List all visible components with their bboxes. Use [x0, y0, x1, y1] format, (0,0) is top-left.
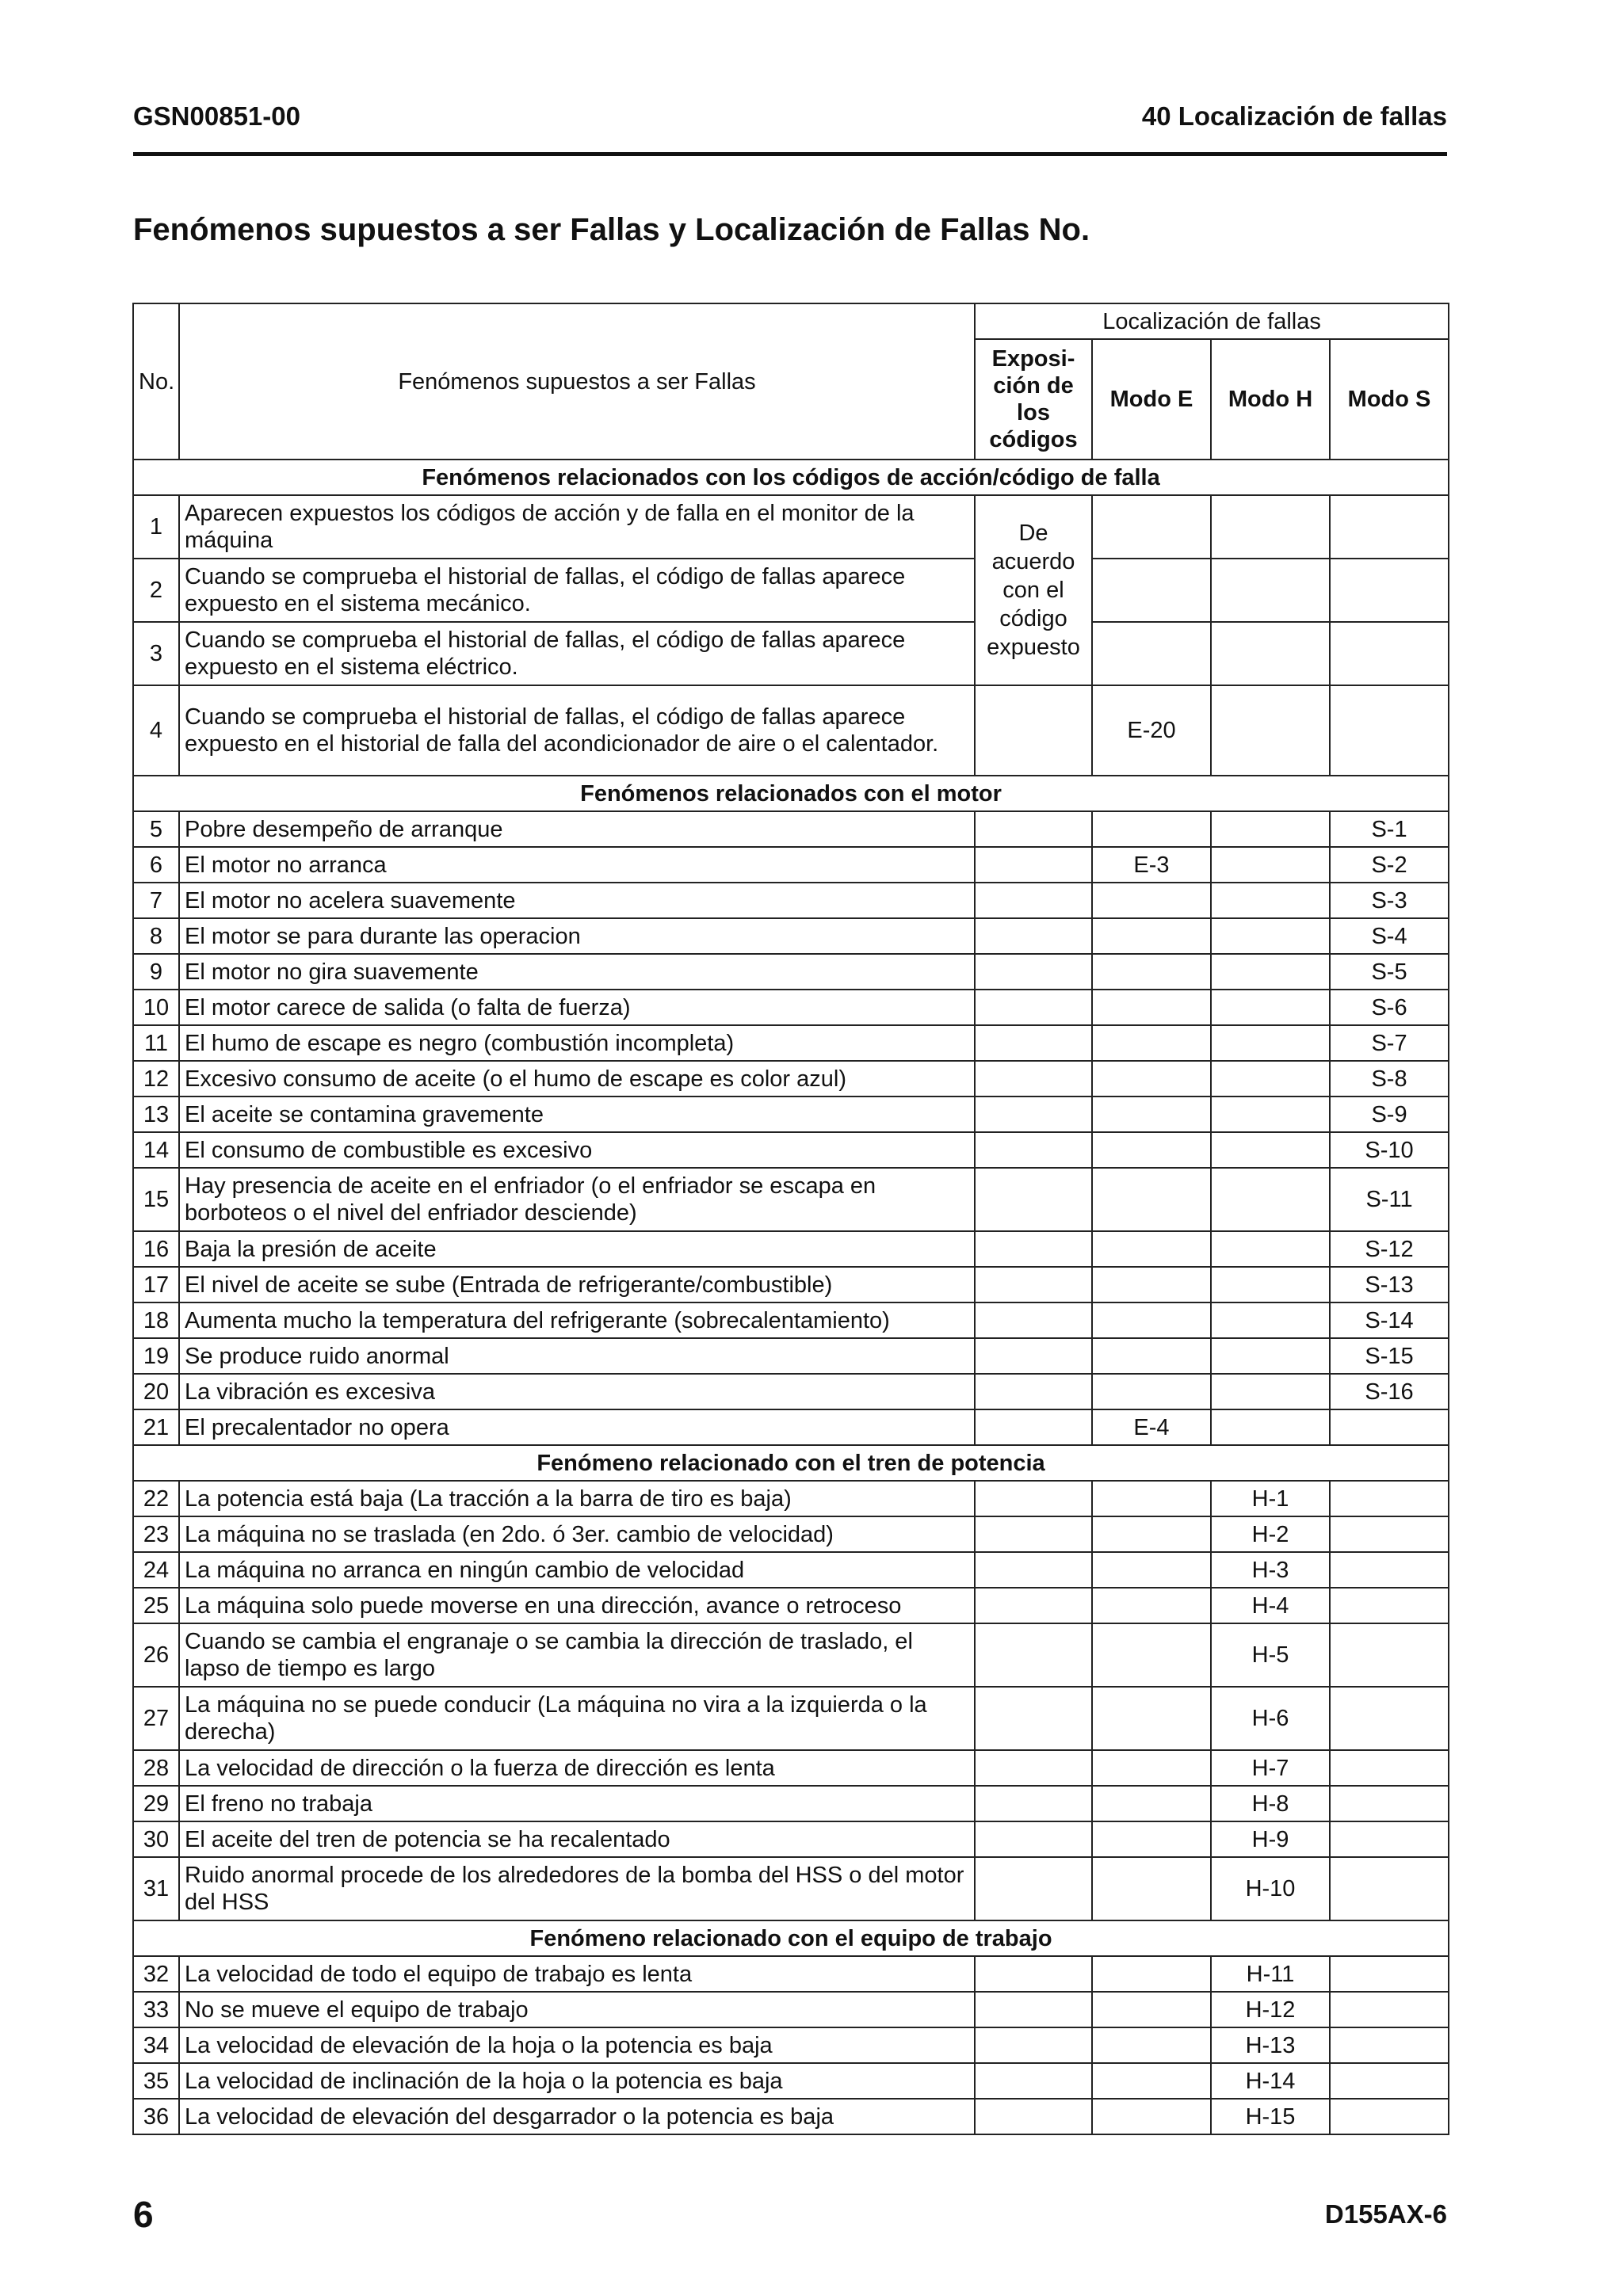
table-row	[133, 495, 1449, 559]
table-row	[133, 918, 1449, 954]
row-exposure	[975, 1132, 1092, 1168]
row-phenomenon: El precalentador no opera	[179, 1409, 975, 1445]
row-mode-e	[1092, 811, 1211, 847]
row-mode-s: S-10	[1330, 1132, 1449, 1168]
row-mode-e	[1092, 1231, 1211, 1267]
row-mode-e	[1092, 2027, 1211, 2063]
section-row	[133, 1920, 1449, 1956]
row-mode-h	[1211, 1168, 1330, 1231]
row-exposure	[975, 1409, 1092, 1445]
row-number: 30	[133, 1821, 179, 1857]
row-mode-h: H-10	[1211, 1857, 1330, 1920]
row-phenomenon: La velocidad de elevación del desgarrador o la potencia es baja	[179, 2099, 975, 2134]
row-phenomenon: No se mueve el equipo de trabajo	[179, 1992, 975, 2027]
row-exposure	[975, 1956, 1092, 1992]
row-number: 2	[133, 559, 179, 622]
row-phenomenon: Cuando se comprueba el historial de fallas, el código de fallas aparece expuesto en el historial de falla del acondicionador de aire o el calentador.	[179, 685, 975, 776]
row-mode-s	[1330, 1786, 1449, 1821]
row-mode-s: S-15	[1330, 1338, 1449, 1374]
table-row	[133, 1481, 1449, 1516]
col-header-mode-e: Modo E	[1092, 339, 1211, 460]
row-mode-h: H-15	[1211, 2099, 1330, 2134]
row-mode-s	[1330, 1623, 1449, 1687]
section-heading: Fenómeno relacionado con el equipo de trabajo	[133, 1920, 1449, 1956]
row-mode-e	[1092, 1956, 1211, 1992]
row-mode-s	[1330, 622, 1449, 685]
row-mode-h: H-12	[1211, 1992, 1330, 2027]
row-exposure	[975, 847, 1092, 883]
row-mode-s: S-8	[1330, 1061, 1449, 1097]
row-phenomenon: El aceite se contamina gravemente	[179, 1097, 975, 1132]
row-number: 11	[133, 1025, 179, 1061]
row-exposure	[975, 1481, 1092, 1516]
row-mode-h	[1211, 918, 1330, 954]
row-mode-h	[1211, 559, 1330, 622]
row-mode-e	[1092, 1061, 1211, 1097]
section-heading: Fenómeno relacionado con el tren de potencia	[133, 1445, 1449, 1481]
row-mode-h	[1211, 883, 1330, 918]
row-mode-h	[1211, 1132, 1330, 1168]
row-mode-e	[1092, 622, 1211, 685]
table-row	[133, 1516, 1449, 1552]
row-phenomenon: La velocidad de elevación de la hoja o la potencia es baja	[179, 2027, 975, 2063]
row-mode-h: H-14	[1211, 2063, 1330, 2099]
table-row	[133, 1552, 1449, 1588]
row-number: 32	[133, 1956, 179, 1992]
row-mode-s: S-5	[1330, 954, 1449, 990]
row-mode-e	[1092, 1374, 1211, 1409]
row-number: 25	[133, 1588, 179, 1623]
row-phenomenon: El motor se para durante las operacion	[179, 918, 975, 954]
row-mode-e	[1092, 1821, 1211, 1857]
col-header-no: No.	[133, 303, 179, 460]
row-mode-h	[1211, 847, 1330, 883]
row-exposure	[975, 1516, 1092, 1552]
col-header-mode-h: Modo H	[1211, 339, 1330, 460]
row-mode-h: H-7	[1211, 1750, 1330, 1786]
row-number: 21	[133, 1409, 179, 1445]
row-number: 18	[133, 1302, 179, 1338]
row-exposure	[975, 1623, 1092, 1687]
row-number: 20	[133, 1374, 179, 1409]
row-mode-e	[1092, 1552, 1211, 1588]
row-exposure	[975, 1786, 1092, 1821]
row-mode-s: S-3	[1330, 883, 1449, 918]
row-mode-h: H-4	[1211, 1588, 1330, 1623]
row-phenomenon: El freno no trabaja	[179, 1786, 975, 1821]
row-mode-h	[1211, 1338, 1330, 1374]
table-row	[133, 1623, 1449, 1687]
table-row	[133, 2099, 1449, 2134]
row-phenomenon: Ruido anormal procede de los alrededores de la bomba del HSS o del motor del HSS	[179, 1857, 975, 1920]
row-mode-e	[1092, 1857, 1211, 1920]
row-phenomenon: Cuando se comprueba el historial de fallas, el código de fallas aparece expuesto en el sistema mecánico.	[179, 559, 975, 622]
row-phenomenon: La velocidad de todo el equipo de trabajo es lenta	[179, 1956, 975, 1992]
row-mode-s	[1330, 2027, 1449, 2063]
table-row	[133, 1750, 1449, 1786]
section-title: 40 Localización de fallas	[1141, 101, 1447, 131]
row-phenomenon: Excesivo consumo de aceite (o el humo de escape es color azul)	[179, 1061, 975, 1097]
table-row	[133, 1409, 1449, 1445]
row-mode-h	[1211, 990, 1330, 1025]
fault-table-body	[133, 460, 1449, 2134]
row-mode-h	[1211, 622, 1330, 685]
row-number: 12	[133, 1061, 179, 1097]
table-row	[133, 1992, 1449, 2027]
table-row	[133, 1025, 1449, 1061]
row-phenomenon: El aceite del tren de potencia se ha recalentado	[179, 1821, 975, 1857]
row-number: 29	[133, 1786, 179, 1821]
row-exposure	[975, 1168, 1092, 1231]
row-number: 34	[133, 2027, 179, 2063]
page-title: Fenómenos supuestos a ser Fallas y Localización de Fallas No.	[133, 212, 1090, 247]
row-mode-s	[1330, 1821, 1449, 1857]
row-mode-s: S-11	[1330, 1168, 1449, 1231]
row-exposure	[975, 2099, 1092, 2134]
row-exposure	[975, 1061, 1092, 1097]
row-exposure	[975, 1750, 1092, 1786]
row-mode-e: E-20	[1092, 685, 1211, 776]
row-number: 33	[133, 1992, 179, 2027]
row-exposure	[975, 685, 1092, 776]
table-row	[133, 1687, 1449, 1750]
row-mode-s	[1330, 1992, 1449, 2027]
row-mode-e	[1092, 2063, 1211, 2099]
row-mode-e	[1092, 495, 1211, 559]
row-mode-h	[1211, 1231, 1330, 1267]
row-mode-s	[1330, 1956, 1449, 1992]
row-phenomenon: La máquina no se puede conducir (La máquina no vira a la izquierda o la derecha)	[179, 1687, 975, 1750]
row-phenomenon: El consumo de combustible es excesivo	[179, 1132, 975, 1168]
row-number: 16	[133, 1231, 179, 1267]
row-number: 15	[133, 1168, 179, 1231]
row-mode-s: S-13	[1330, 1267, 1449, 1302]
row-mode-e: E-3	[1092, 847, 1211, 883]
row-mode-h: H-5	[1211, 1623, 1330, 1687]
row-exposure	[975, 918, 1092, 954]
row-mode-h	[1211, 1097, 1330, 1132]
row-mode-s: S-2	[1330, 847, 1449, 883]
row-exposure	[975, 990, 1092, 1025]
row-exposure	[975, 1687, 1092, 1750]
row-number: 17	[133, 1267, 179, 1302]
row-mode-e	[1092, 1097, 1211, 1132]
row-mode-s: S-16	[1330, 1374, 1449, 1409]
row-number: 31	[133, 1857, 179, 1920]
section-heading: Fenómenos relacionados con el motor	[133, 776, 1449, 811]
row-phenomenon: Se produce ruido anormal	[179, 1338, 975, 1374]
row-mode-s: S-7	[1330, 1025, 1449, 1061]
row-mode-s	[1330, 1588, 1449, 1623]
table-row	[133, 811, 1449, 847]
row-number: 28	[133, 1750, 179, 1786]
row-mode-e: E-4	[1092, 1409, 1211, 1445]
section-row	[133, 776, 1449, 811]
row-exposure	[975, 1857, 1092, 1920]
table-row	[133, 1168, 1449, 1231]
row-number: 13	[133, 1097, 179, 1132]
table-row	[133, 1097, 1449, 1132]
row-mode-s: S-14	[1330, 1302, 1449, 1338]
row-mode-e	[1092, 1338, 1211, 1374]
header-rule	[133, 152, 1447, 156]
row-mode-s	[1330, 1552, 1449, 1588]
row-phenomenon: El motor carece de salida (o falta de fuerza)	[179, 990, 975, 1025]
table-row	[133, 2027, 1449, 2063]
row-mode-s	[1330, 1409, 1449, 1445]
row-mode-s	[1330, 1857, 1449, 1920]
row-number: 14	[133, 1132, 179, 1168]
row-exposure	[975, 1821, 1092, 1857]
row-mode-h	[1211, 1409, 1330, 1445]
row-mode-e	[1092, 1623, 1211, 1687]
row-mode-s: S-9	[1330, 1097, 1449, 1132]
table-row	[133, 883, 1449, 918]
row-phenomenon: El nivel de aceite se sube (Entrada de refrigerante/combustible)	[179, 1267, 975, 1302]
row-mode-e	[1092, 990, 1211, 1025]
row-mode-s	[1330, 2099, 1449, 2134]
row-phenomenon: El motor no arranca	[179, 847, 975, 883]
row-exposure	[975, 1374, 1092, 1409]
row-number: 9	[133, 954, 179, 990]
table-row	[133, 847, 1449, 883]
row-phenomenon: La velocidad de inclinación de la hoja o la potencia es baja	[179, 2063, 975, 2099]
row-exposure	[975, 1231, 1092, 1267]
row-number: 7	[133, 883, 179, 918]
row-mode-h	[1211, 1302, 1330, 1338]
row-exposure	[975, 1992, 1092, 2027]
table-row	[133, 1132, 1449, 1168]
row-mode-h	[1211, 1267, 1330, 1302]
row-phenomenon: Cuando se cambia el engranaje o se cambia la dirección de traslado, el lapso de tiempo es largo	[179, 1623, 975, 1687]
table-row	[133, 1267, 1449, 1302]
row-mode-h: H-2	[1211, 1516, 1330, 1552]
row-mode-e	[1092, 2099, 1211, 2134]
row-number: 3	[133, 622, 179, 685]
row-exposure	[975, 2063, 1092, 2099]
row-number: 23	[133, 1516, 179, 1552]
row-phenomenon: Hay presencia de aceite en el enfriador (o el enfriador se escapa en borboteos o el nivel del enfriador desciende)	[179, 1168, 975, 1231]
row-number: 26	[133, 1623, 179, 1687]
table-row	[133, 1956, 1449, 1992]
row-number: 22	[133, 1481, 179, 1516]
row-phenomenon: Aumenta mucho la temperatura del refrigerante (sobrecalentamiento)	[179, 1302, 975, 1338]
table-row	[133, 559, 1449, 622]
fault-table	[132, 303, 1449, 2135]
row-mode-s	[1330, 1516, 1449, 1552]
table-row	[133, 685, 1449, 776]
row-mode-h	[1211, 954, 1330, 990]
table-row	[133, 1061, 1449, 1097]
row-phenomenon: Baja la presión de aceite	[179, 1231, 975, 1267]
row-mode-h	[1211, 685, 1330, 776]
row-mode-s	[1330, 685, 1449, 776]
row-exposure	[975, 1097, 1092, 1132]
row-mode-h: H-1	[1211, 1481, 1330, 1516]
row-mode-h: H-13	[1211, 2027, 1330, 2063]
row-mode-h: H-3	[1211, 1552, 1330, 1588]
row-mode-e	[1092, 1786, 1211, 1821]
row-exposure	[975, 1267, 1092, 1302]
row-mode-e	[1092, 1588, 1211, 1623]
table-row	[133, 1302, 1449, 1338]
row-number: 24	[133, 1552, 179, 1588]
table-row	[133, 2063, 1449, 2099]
row-mode-h	[1211, 1374, 1330, 1409]
col-header-troubleshooting: Localización de fallas	[975, 303, 1449, 339]
row-mode-e	[1092, 1750, 1211, 1786]
row-mode-s: S-6	[1330, 990, 1449, 1025]
row-phenomenon: La máquina solo puede moverse en una dirección, avance o retroceso	[179, 1588, 975, 1623]
row-phenomenon: El motor no gira suavemente	[179, 954, 975, 990]
page-number: 6	[133, 2194, 154, 2235]
row-phenomenon: La máquina no se traslada (en 2do. ó 3er. cambio de velocidad)	[179, 1516, 975, 1552]
row-mode-h: H-8	[1211, 1786, 1330, 1821]
row-number: 10	[133, 990, 179, 1025]
row-phenomenon: Cuando se comprueba el historial de fallas, el código de fallas aparece expuesto en el sistema eléctrico.	[179, 622, 975, 685]
table-row	[133, 622, 1449, 685]
row-exposure	[975, 2027, 1092, 2063]
exposure-note: De acuerdo con el código expuesto	[975, 495, 1092, 685]
row-number: 6	[133, 847, 179, 883]
row-mode-e	[1092, 1168, 1211, 1231]
row-phenomenon: La vibración es excesiva	[179, 1374, 975, 1409]
row-mode-e	[1092, 1687, 1211, 1750]
row-phenomenon: La velocidad de dirección o la fuerza de dirección es lenta	[179, 1750, 975, 1786]
row-mode-s	[1330, 2063, 1449, 2099]
table-row	[133, 1231, 1449, 1267]
row-mode-e	[1092, 1481, 1211, 1516]
row-mode-e	[1092, 1025, 1211, 1061]
model-code: D155AX-6	[1324, 2199, 1447, 2229]
col-header-exposure: Exposi- ción de los códigos	[975, 339, 1092, 460]
row-mode-e	[1092, 1132, 1211, 1168]
row-mode-s	[1330, 1750, 1449, 1786]
table-row	[133, 1821, 1449, 1857]
section-row	[133, 1445, 1449, 1481]
row-phenomenon: El humo de escape es negro (combustión incompleta)	[179, 1025, 975, 1061]
doc-code: GSN00851-00	[133, 101, 300, 131]
row-mode-s	[1330, 495, 1449, 559]
row-mode-e	[1092, 1516, 1211, 1552]
row-number: 8	[133, 918, 179, 954]
row-exposure	[975, 1588, 1092, 1623]
table-row	[133, 1588, 1449, 1623]
row-mode-e	[1092, 1302, 1211, 1338]
table-row	[133, 1786, 1449, 1821]
row-mode-h: H-6	[1211, 1687, 1330, 1750]
row-phenomenon: Pobre desempeño de arranque	[179, 811, 975, 847]
row-mode-s: S-1	[1330, 811, 1449, 847]
table-row	[133, 1374, 1449, 1409]
row-exposure	[975, 883, 1092, 918]
table-row	[133, 1857, 1449, 1920]
row-exposure	[975, 954, 1092, 990]
table-row	[133, 990, 1449, 1025]
row-mode-e	[1092, 918, 1211, 954]
row-mode-h	[1211, 1025, 1330, 1061]
row-mode-e	[1092, 1267, 1211, 1302]
section-heading: Fenómenos relacionados con los códigos de acción/código de falla	[133, 460, 1449, 495]
table-row	[133, 954, 1449, 990]
row-mode-h	[1211, 495, 1330, 559]
row-number: 36	[133, 2099, 179, 2134]
row-mode-s	[1330, 1481, 1449, 1516]
row-mode-e	[1092, 1992, 1211, 2027]
row-mode-s: S-4	[1330, 918, 1449, 954]
row-mode-e	[1092, 954, 1211, 990]
row-mode-h	[1211, 811, 1330, 847]
row-number: 4	[133, 685, 179, 776]
row-phenomenon: El motor no acelera suavemente	[179, 883, 975, 918]
row-mode-h: H-11	[1211, 1956, 1330, 1992]
row-number: 19	[133, 1338, 179, 1374]
row-mode-e	[1092, 559, 1211, 622]
row-number: 35	[133, 2063, 179, 2099]
row-mode-s	[1330, 1687, 1449, 1750]
table-row	[133, 1338, 1449, 1374]
col-header-mode-s: Modo S	[1330, 339, 1449, 460]
row-mode-h	[1211, 1061, 1330, 1097]
row-phenomenon: Aparecen expuestos los códigos de acción y de falla en el monitor de la máquina	[179, 495, 975, 559]
row-mode-e	[1092, 883, 1211, 918]
row-number: 1	[133, 495, 179, 559]
row-phenomenon: La máquina no arranca en ningún cambio de velocidad	[179, 1552, 975, 1588]
row-exposure	[975, 1552, 1092, 1588]
row-mode-h: H-9	[1211, 1821, 1330, 1857]
section-row	[133, 460, 1449, 495]
row-exposure	[975, 1025, 1092, 1061]
row-number: 5	[133, 811, 179, 847]
row-mode-s	[1330, 559, 1449, 622]
row-number: 27	[133, 1687, 179, 1750]
row-exposure	[975, 1338, 1092, 1374]
col-header-phenomena: Fenómenos supuestos a ser Fallas	[179, 303, 975, 460]
row-phenomenon: La potencia está baja (La tracción a la barra de tiro es baja)	[179, 1481, 975, 1516]
row-exposure	[975, 811, 1092, 847]
row-exposure	[975, 1302, 1092, 1338]
row-mode-s: S-12	[1330, 1231, 1449, 1267]
